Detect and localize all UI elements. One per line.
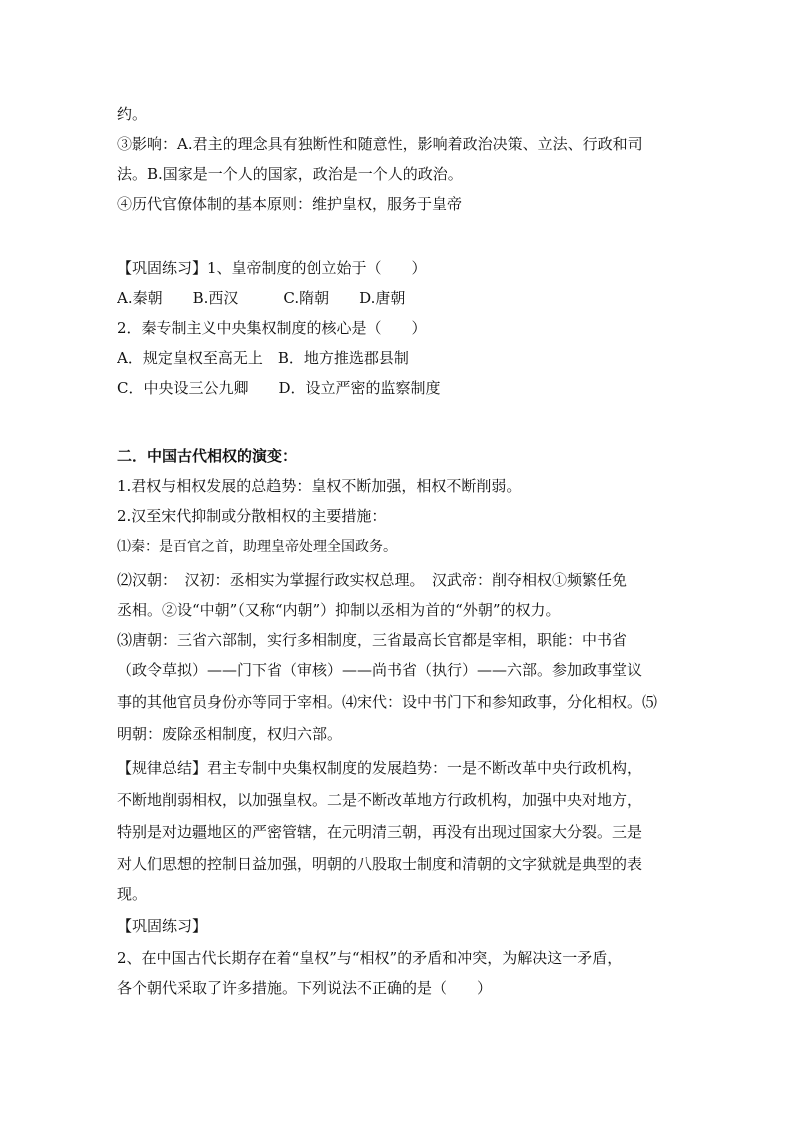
answer-options: C．中央设三公九卿 D．设立严密的监察制度 xyxy=(117,379,441,397)
summary-line: 特别是对边疆地区的严密管辖，在元明清三朝，再没有出现过国家大分裂。三是 xyxy=(117,823,643,841)
practice-heading: 【巩固练习】1、皇帝制度的创立始于（ ） xyxy=(117,259,427,277)
summary-line: 【规律总结】君主专制中央集权制度的发展趋势：一是不断改革中央行政机构， xyxy=(117,759,643,777)
text-line: ⑵汉朝： 汉初：丞相实为掌握行政实权总理。 汉武帝：削夺相权①频繁任免 xyxy=(117,571,628,589)
answer-options: A.秦朝 B.西汉 C.隋朝 D.唐朝 xyxy=(117,289,406,307)
summary-line: 不断地削弱相权，以加强皇权。二是不断改革地方行政机构，加强中央对地方， xyxy=(117,791,643,809)
text-line: 事的其他官员身份亦等同于宰相。⑷宋代：设中书门下和参知政事，分化相权。⑸ xyxy=(117,693,658,711)
practice-heading: 【巩固练习】 xyxy=(117,917,208,935)
text-line: （政令草拟）——门下省（审核）——尚书省（执行）——六部。参加政事堂议 xyxy=(117,661,643,679)
text-line: 丞相。②设“中朝”（又称“内朝”）抑制以丞相为首的“外朝”的权力。 xyxy=(117,601,561,619)
text-line: ⑶唐朝：三省六部制，实行多相制度，三省最高长官都是宰相，职能：中书省 xyxy=(117,631,628,649)
section-heading: 二．中国古代相权的演变： xyxy=(117,447,298,465)
text-line: ⑴秦：是百官之首，助理皇帝处理全国政务。 xyxy=(117,539,397,555)
question-line: 2．秦专制主义中央集权制度的核心是（ ） xyxy=(117,319,427,337)
summary-line: 现。 xyxy=(117,885,148,903)
text-line: 明朝：废除丞相制度，权归六部。 xyxy=(117,725,343,743)
text-line: 2.汉至宋代抑制或分散相权的主要措施： xyxy=(117,507,387,525)
summary-line: 对人们思想的控制日益加强，明朝的八股取士制度和清朝的文字狱就是典型的表 xyxy=(117,855,643,873)
text-line: ③影响：A.君主的理念具有独断性和随意性，影响着政治决策、立法、行政和司 xyxy=(117,135,643,153)
question-line: 各个朝代采取了许多措施。下列说法不正确的是（ ） xyxy=(117,979,493,997)
text-line: 1.君权与相权发展的总趋势：皇权不断加强，相权不断削弱。 xyxy=(117,477,522,495)
answer-options: A．规定皇权至高无上 B．地方推选郡县制 xyxy=(117,349,409,367)
question-line: 2、在中国古代长期存在着“皇权”与“相权”的矛盾和冲突，为解决这一矛盾， xyxy=(117,949,623,967)
text-line: 法。B.国家是一个人的国家，政治是一个人的政治。 xyxy=(117,165,463,183)
text-line: ④历代官僚体制的基本原则：维护皇权，服务于皇帝 xyxy=(117,195,463,213)
text-line: 约。 xyxy=(117,105,148,123)
